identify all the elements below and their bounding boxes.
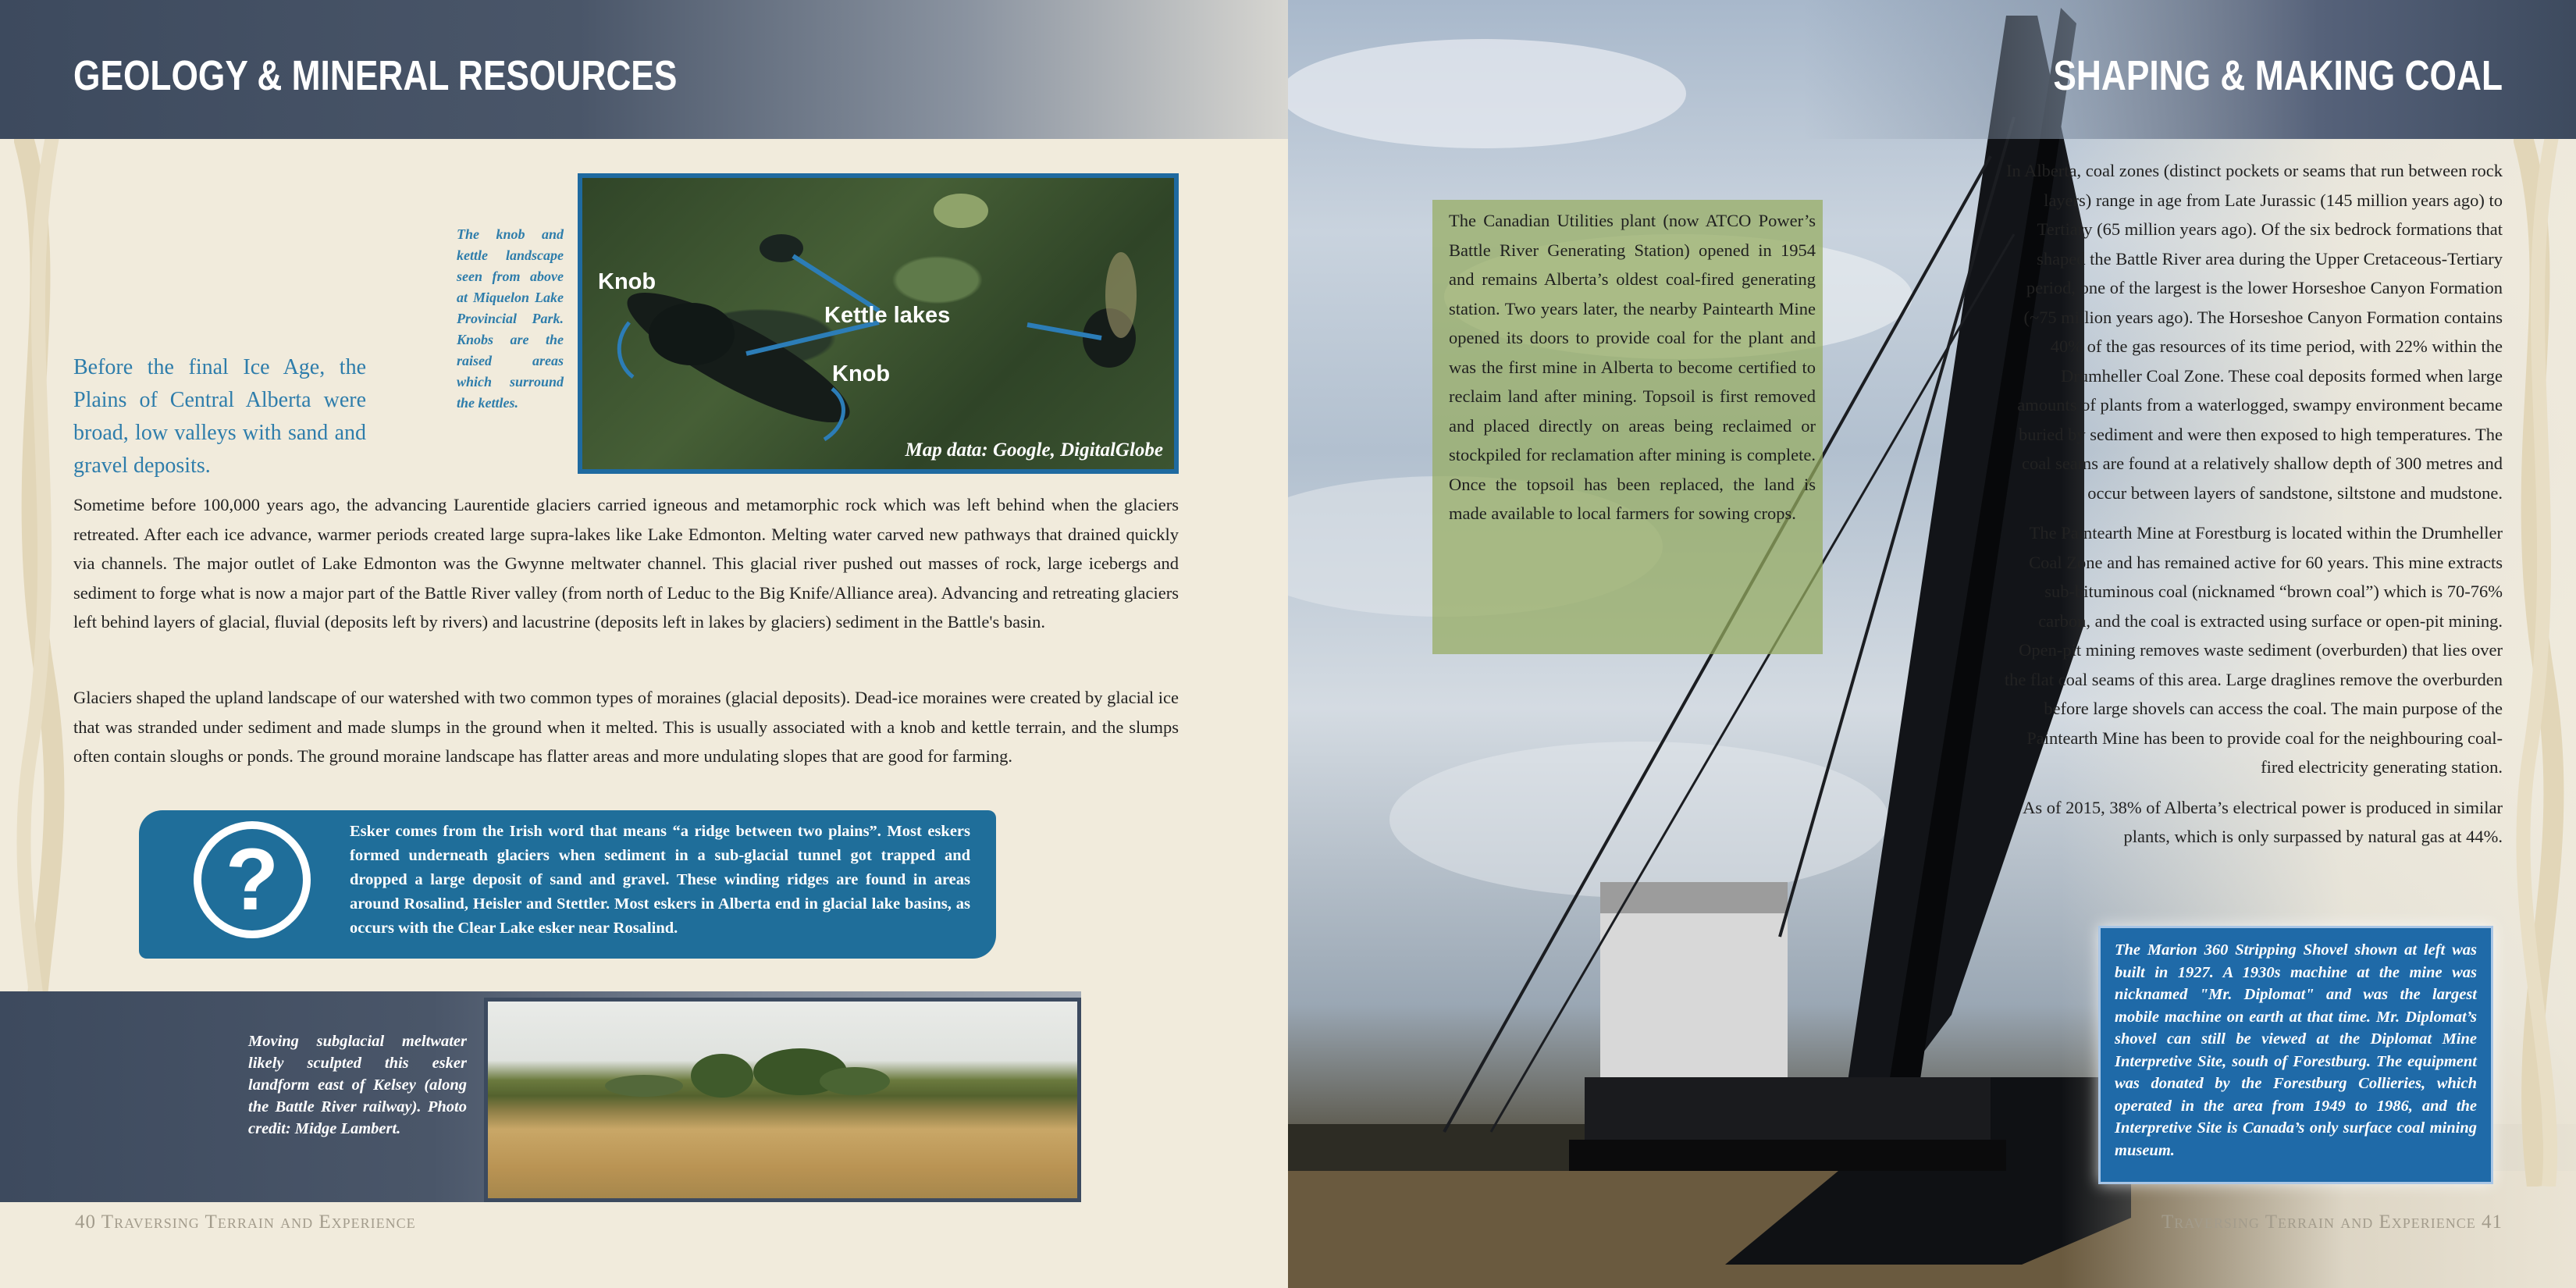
right-paragraph-2: The Paintearth Mine at Forestburg is located within the Drumheller Coal Zone and has remained active for 60 years. This mine extracts sub-bituminous coal (nicknamed “brown coal”) which is 70-76% carbon, and the coal is extracted using surface or open-pit mining. Open-pit mining removes waste sediment (overburden) that lies over the flat coal seams of this area. Large draglines remove the overburden before large shovels can access the coal. The main purpose of the Paintearth Mine has been to provide coal for the neighbouring coal-fired electricity generating station.: [2004, 523, 2503, 777]
question-icon: ?: [194, 821, 311, 938]
label-knob-top: Knob: [598, 269, 656, 294]
left-header-title: GEOLOGY & MINERAL RESOURCES: [73, 52, 678, 99]
atco-plant-text: The Canadian Utilities plant (now ATCO Power’s Battle River Generating Station) opened in 1954 and remains Alberta’s oldest coal-fired generating station. Two years later, the nearby Paintearth Mine opened its doors to provide coal for the plant and was the first mine in Alberta to become certified to reclaim land after mining. Topsoil is first removed and placed directly on areas being reclaimed or stockpiled for reclamation after mining is complete. Once the topsoil has been replaced, the land is made available to local farmers for sowing crops.: [1449, 211, 1816, 523]
left-paragraph-2: Glaciers shaped the upland landscape of our watershed with two common types of moraines (glacial deposits). Dead-ice moraines were created by glacial ice that was stranded under sediment and made slumps in the ground when it melted. This is usually associated with a knob and kettle terrain, and the slumps often contain sloughs or ponds. The ground moraine landscape has flatter areas and more undulating slopes that are good for farming.: [73, 688, 1179, 766]
intro-text: Before the final Ice Age, the Plains of Central Alberta were broad, low valleys with sand and gravel deposits.: [73, 355, 366, 478]
label-knob-bottom: Knob: [832, 361, 891, 386]
left-folio: 40 Traversing Terrain and Experience: [75, 1212, 416, 1233]
esker-landform-photo: [484, 998, 1081, 1202]
right-paragraph-3: As of 2015, 38% of Alberta’s electrical power is produced in similar plants, which is only surpassed by natural gas at 44%.: [2023, 797, 2503, 846]
esker-photo-drawing: [488, 1002, 1077, 1198]
aerial-photo-knob-kettle: [578, 173, 1179, 474]
marion-shovel-caption: The Marion 360 Stripping Shovel shown at left was built in 1927. A 1930s machine at the mine was nicknamed "Mr. Diplomat" and was the largest mobile machine on earth at that time. Mr. Diplomat’s shovel can still be viewed at the Diplomat Mine Interpretive Site, south of Forestburg. The equipment was donated by the Forestburg Collieries, which operated in the area from 1949 to 1986, and the Interpretive Site is Canada’s only surface coal mining museum.: [2115, 941, 2477, 1159]
right-header-title: SHAPING & MAKING COAL: [2053, 52, 2503, 99]
decorative-swirl-right: [2514, 133, 2568, 1187]
esker-photo-caption: Moving subglacial meltwater likely sculpted this esker landform east of Kelsey (along the Battle River railway). Photo credit: Midge Lambert.: [248, 1033, 467, 1137]
map-credit: Map data: Google, DigitalGlobe: [905, 439, 1163, 461]
esker-info-text: Esker comes from the Irish word that means “a ridge between two plains”. Most eskers formed underneath glaciers when sediment in a sub-glacial tunnel got trapped and dropped a large deposit of sand and gravel. These winding ridges are found in areas around Rosalind, Heisler and Stettler. Most eskers in Alberta end in glacial lake basins, as occurs with the Clear Lake esker near Rosalind.: [350, 823, 970, 937]
marion-shovel-caption-box: [2098, 926, 2493, 1184]
esker-info-box: [139, 810, 996, 959]
right-paragraph-1: In Alberta, coal zones (distinct pockets or seams that run between rock layers) range in age from Late Jurassic (145 million years ago) to Tertiary (65 million years ago). Of the six bedrock formations that shaped the Battle River area during the Upper Cretaceous-Tertiary period, one of the largest is the lower Horseshoe Canyon Formation (~75 million years ago). The Horseshoe Canyon Formation contains 40% of the gas resources of its time period, with 22% within the Drumheller Coal Zone. These coal deposits formed when large amounts of plants from a waterlogged, swampy environment became buried by sediment and were then exposed to high temperatures. The coal seams are found at a relatively shallow depth of 300 metres and occur between layers of sandstone, siltstone and mudstone.: [2005, 161, 2503, 503]
left-header-bar: [0, 0, 1288, 139]
label-kettle-lakes: Kettle lakes: [824, 303, 951, 328]
right-header-bar: [1288, 0, 2576, 139]
right-folio: Traversing Terrain and Experience 41: [2161, 1212, 2503, 1233]
photo-caption-knob-kettle: The knob and kettle landscape seen from above at Miquelon Lake Provincial Park. Knobs are the raised areas which surround the kettles.: [457, 226, 564, 411]
right-text-column: [2003, 156, 2503, 852]
left-paragraph-1: Sometime before 100,000 years ago, the advancing Laurentide glaciers carried igneous and metamorphic rock which was left behind when the glaciers retreated. After each ice advance, warmer periods created large supra-lakes like Lake Edmonton. Melting water carved new pathways that drained quickly via channels. The major outlet of Lake Edmonton was the Gwynne meltwater channel. This glacial river pushed out masses of rock, large icebergs and sediment to forge what is now a major part of the Battle River valley (from north of Leduc to the Big Knife/Alliance area). Advancing and retreating glaciers left behind layers of glacial, fluvial (deposits left by rivers) and lacustrine (deposits left in lakes by glaciers) sediment in the Battle's basin.: [73, 495, 1179, 632]
